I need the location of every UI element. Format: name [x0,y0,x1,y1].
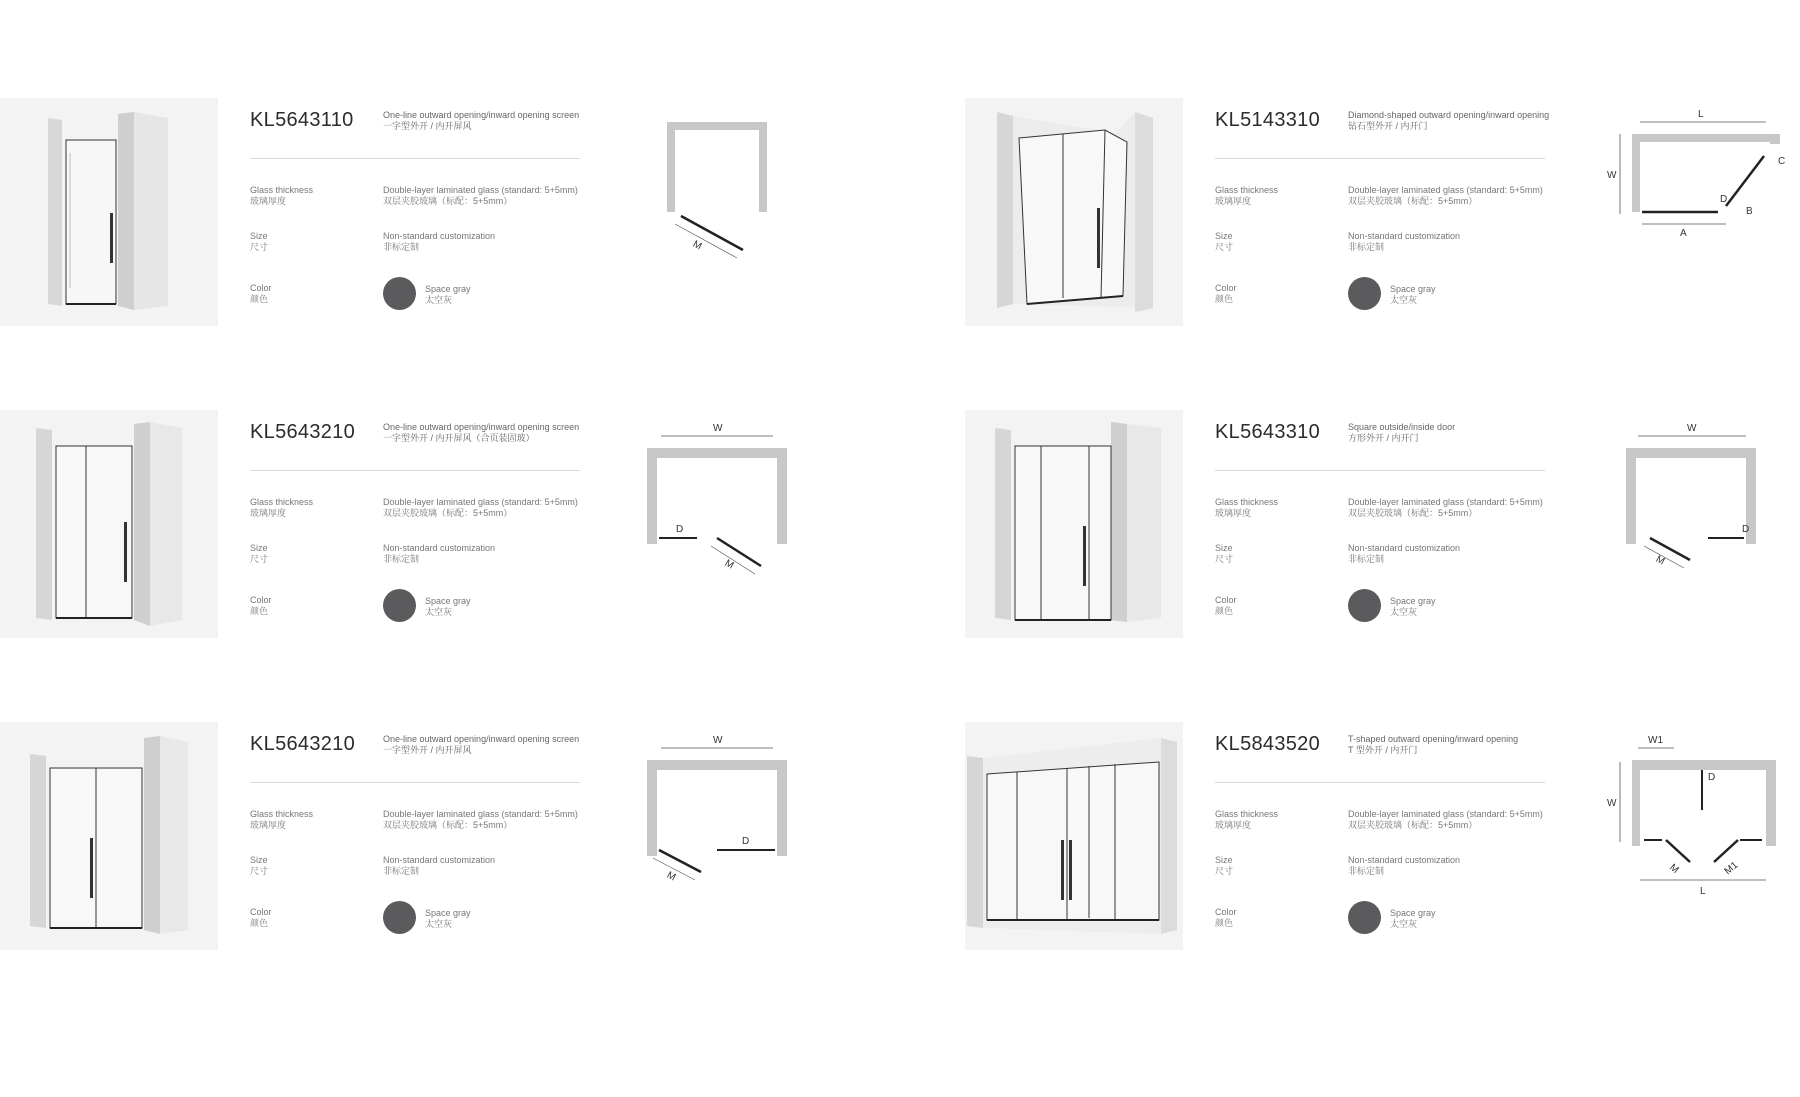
diagram-label: D [1742,524,1750,535]
model-number: KL5843520 [1215,733,1321,755]
product-card [965,722,1800,952]
glass-label: Glass thickness 玻璃厚度 [1215,497,1279,518]
glass-label: Glass thickness 玻璃厚度 [1215,185,1279,206]
glass-label: Glass thickness 玻璃厚度 [250,809,314,830]
model-number: KL5643210 [250,733,356,755]
model-number: KL5143310 [1215,109,1321,131]
product-card [0,722,880,952]
product-type: One-line outward opening/inward opening screen 一字型外开 / 内开屏风（合页装固玻） [383,422,580,443]
size-label: Size 尺寸 [250,543,269,564]
size-value: Non-standard customization 非标定制 [383,543,496,564]
product-type: One-line outward opening/inward opening screen 一字型外开 / 内开屏风 [383,110,580,131]
divider [250,782,580,783]
product-card [0,410,880,640]
layout-diagram [1590,722,1790,912]
color-label: Color 颜色 [250,595,272,616]
size-value: Non-standard customization 非标定制 [383,855,496,876]
diagram-label: D [676,524,684,535]
product-type: One-line outward opening/inward opening screen 一字型外开 / 内开屏风 [383,734,580,755]
color-value: Space gray 太空灰 [1390,284,1436,305]
glass-value: Double-layer laminated glass (standard: 5+5mm) 双层夹胶玻璃（标配：5+5mm） [383,809,578,830]
size-label: Size 尺寸 [250,231,269,252]
color-label: Color 颜色 [1215,907,1237,928]
color-swatch [383,589,416,622]
product-photo [0,410,218,638]
color-swatch [383,277,416,310]
color-label: Color 颜色 [250,283,272,304]
layout-diagram [625,98,825,288]
diagram-label: M1 [1722,859,1741,878]
glass-label: Glass thickness 玻璃厚度 [1215,809,1279,830]
diagram-label: C [1778,156,1786,167]
glass-value: Double-layer laminated glass (standard: 5+5mm) 双层夹胶玻璃（标配：5+5mm） [383,497,578,518]
model-number: KL5643210 [250,421,356,443]
glass-value: Double-layer laminated glass (standard: 5+5mm) 双层夹胶玻璃（标配：5+5mm） [383,185,578,206]
size-value: Non-standard customization 非标定制 [383,231,496,252]
color-swatch [383,901,416,934]
color-value: Space gray 太空灰 [425,284,471,305]
color-value: Space gray 太空灰 [1390,596,1436,617]
divider [250,158,580,159]
diagram-label: M [1653,553,1667,568]
divider [1215,470,1545,471]
diagram-label: D [1720,194,1728,205]
diagram-label: W1 [1648,735,1663,746]
size-label: Size 尺寸 [1215,855,1234,876]
diagram-label: M [1667,862,1681,876]
color-value: Space gray 太空灰 [425,596,471,617]
product-photo [965,410,1183,638]
product-type: T-shaped outward opening/inward opening T 型外开 / 内开门 [1348,734,1519,755]
glass-label: Glass thickness 玻璃厚度 [250,497,314,518]
product-card [965,410,1800,640]
size-value: Non-standard customization 非标定制 [1348,855,1461,876]
product-card [0,98,880,328]
product-photo [965,722,1183,950]
size-label: Size 尺寸 [1215,543,1234,564]
glass-label: Glass thickness 玻璃厚度 [250,185,314,206]
product-card [965,98,1800,328]
diagram-label: L [1700,886,1706,897]
diagram-label: D [1708,772,1716,783]
divider [1215,158,1545,159]
diagram-label: W [1607,170,1617,181]
divider [1215,782,1545,783]
size-label: Size 尺寸 [1215,231,1234,252]
diagram-label: M [690,238,704,253]
diagram-label: A [1680,228,1687,239]
diagram-label: W [713,735,723,746]
glass-value: Double-layer laminated glass (standard: 5+5mm) 双层夹胶玻璃（标配：5+5mm） [1348,809,1543,830]
color-label: Color 颜色 [1215,283,1237,304]
color-swatch [1348,589,1381,622]
diagram-label: W [1687,423,1697,434]
diagram-label: L [1698,109,1704,120]
size-label: Size 尺寸 [250,855,269,876]
layout-diagram [1590,98,1790,288]
color-label: Color 颜色 [250,907,272,928]
product-photo [0,722,218,950]
product-type: Square outside/inside door 方形外开 / 内开门 [1348,422,1456,443]
color-label: Color 颜色 [1215,595,1237,616]
layout-diagram [625,410,825,600]
size-value: Non-standard customization 非标定制 [1348,543,1461,564]
diagram-label: M [664,869,678,884]
diagram-label: W [713,423,723,434]
glass-value: Double-layer laminated glass (standard: 5+5mm) 双层夹胶玻璃（标配：5+5mm） [1348,497,1543,518]
color-value: Space gray 太空灰 [1390,908,1436,929]
diagram-label: M [722,557,736,572]
diagram-label: B [1746,206,1753,217]
divider [250,470,580,471]
color-value: Space gray 太空灰 [425,908,471,929]
color-swatch [1348,901,1381,934]
model-number: KL5643110 [250,109,354,131]
diagram-label: D [742,836,750,847]
color-swatch [1348,277,1381,310]
layout-diagram [1590,410,1790,600]
product-photo [0,98,218,326]
size-value: Non-standard customization 非标定制 [1348,231,1461,252]
product-photo [965,98,1183,326]
layout-diagram [625,722,825,912]
diagram-label: W [1607,798,1617,809]
model-number: KL5643310 [1215,421,1321,443]
product-type: Diamond-shaped outward opening/inward opening 钻石型外开 / 内开门 [1348,110,1550,131]
glass-value: Double-layer laminated glass (standard: 5+5mm) 双层夹胶玻璃（标配：5+5mm） [1348,185,1543,206]
